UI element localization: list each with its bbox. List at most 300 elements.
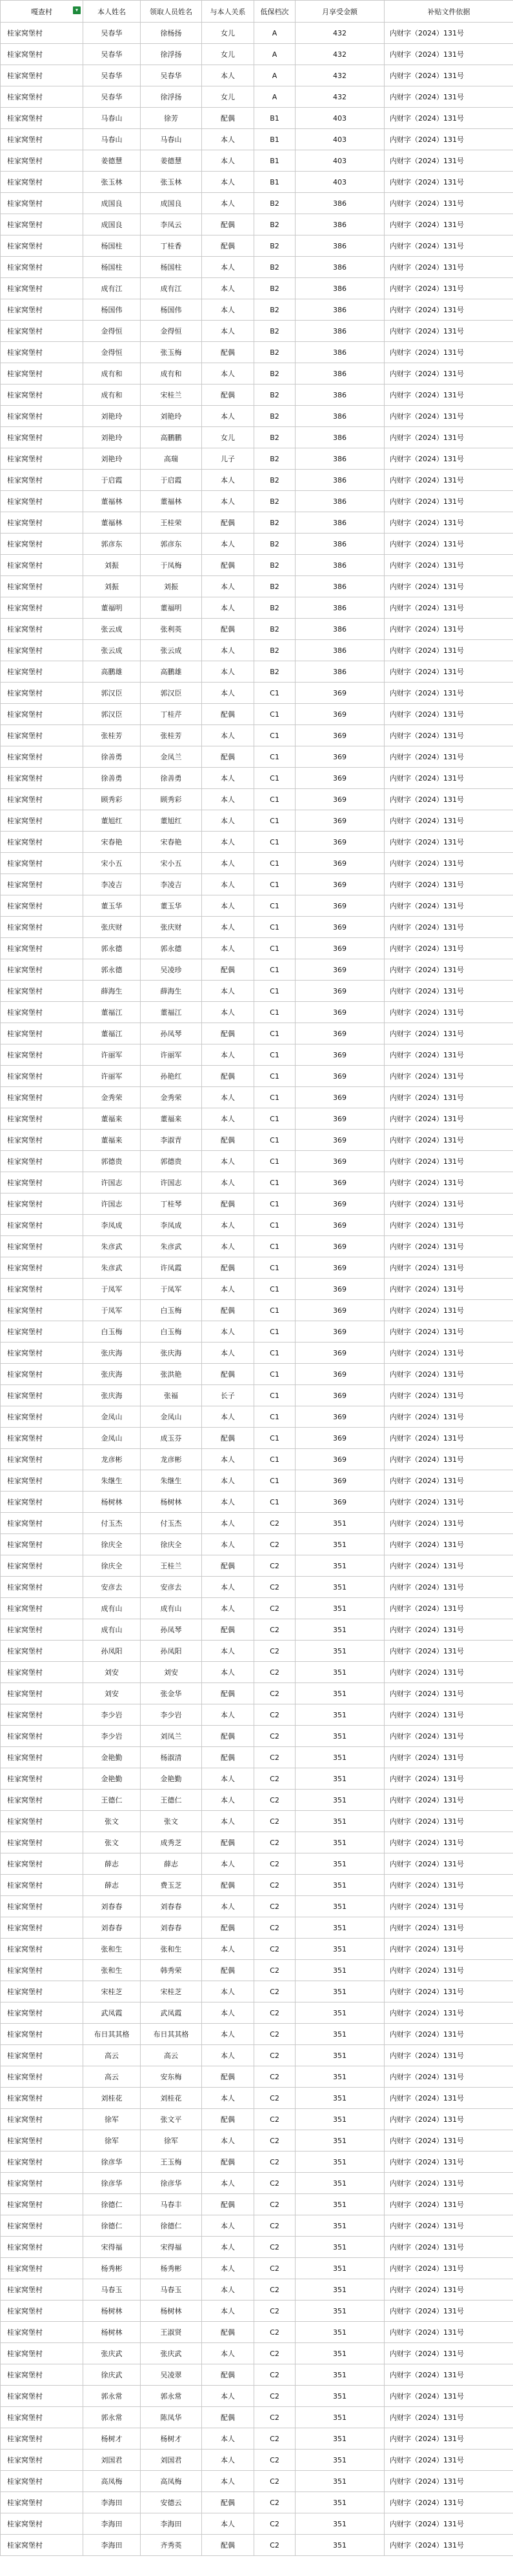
level-cell[interactable]: A (254, 65, 296, 86)
amount-cell[interactable]: 351 (296, 1790, 385, 1811)
relation-cell[interactable]: 本人 (202, 1768, 254, 1790)
level-cell[interactable]: C2 (254, 2364, 296, 2386)
village-cell[interactable]: 桂家窝堡村 (1, 1130, 83, 1151)
village-cell[interactable]: 桂家窝堡村 (1, 789, 83, 810)
level-cell[interactable]: C1 (254, 1130, 296, 1151)
document-cell[interactable]: 内财字（2024）131号 (385, 512, 513, 534)
relation-cell[interactable]: 本人 (202, 874, 254, 895)
level-cell[interactable]: C1 (254, 1172, 296, 1193)
recipient-name-cell[interactable]: 宋桂芝 (141, 1981, 202, 2002)
amount-cell[interactable]: 369 (296, 1002, 385, 1023)
document-cell[interactable]: 内财字（2024）131号 (385, 619, 513, 640)
village-cell[interactable]: 桂家窝堡村 (1, 1811, 83, 1832)
amount-cell[interactable]: 432 (296, 86, 385, 108)
village-cell[interactable]: 桂家窝堡村 (1, 768, 83, 789)
amount-cell[interactable]: 386 (296, 640, 385, 661)
amount-cell[interactable]: 351 (296, 1683, 385, 1704)
recipient-name-cell[interactable]: 韩秀荣 (141, 1960, 202, 1981)
document-cell[interactable]: 内财字（2024）131号 (385, 44, 513, 65)
recipient-name-cell[interactable]: 郭彦东 (141, 534, 202, 555)
document-cell[interactable]: 内财字（2024）131号 (385, 65, 513, 86)
village-cell[interactable]: 桂家窝堡村 (1, 1343, 83, 1364)
amount-cell[interactable]: 369 (296, 1364, 385, 1385)
amount-cell[interactable]: 351 (296, 1811, 385, 1832)
village-cell[interactable]: 桂家窝堡村 (1, 129, 83, 150)
recipient-name-cell[interactable]: 张玉林 (141, 172, 202, 193)
relation-cell[interactable]: 配偶 (202, 1832, 254, 1853)
level-cell[interactable]: B2 (254, 278, 296, 299)
document-cell[interactable]: 内财字（2024）131号 (385, 2386, 513, 2407)
recipient-name-cell[interactable]: 徐浮扬 (141, 86, 202, 108)
level-cell[interactable]: B2 (254, 640, 296, 661)
person-name-cell[interactable]: 马春玉 (83, 2279, 141, 2301)
document-cell[interactable]: 内财字（2024）131号 (385, 214, 513, 235)
person-name-cell[interactable]: 张庆海 (83, 1385, 141, 1406)
relation-cell[interactable]: 本人 (202, 1343, 254, 1364)
person-name-cell[interactable]: 于凤军 (83, 1300, 141, 1321)
level-cell[interactable]: C1 (254, 1385, 296, 1406)
document-cell[interactable]: 内财字（2024）131号 (385, 981, 513, 1002)
person-name-cell[interactable]: 刘振 (83, 576, 141, 597)
person-name-cell[interactable]: 张和生 (83, 1939, 141, 1960)
person-name-cell[interactable]: 徐彦华 (83, 2152, 141, 2173)
level-cell[interactable]: C2 (254, 1662, 296, 1683)
recipient-name-cell[interactable]: 杨树才 (141, 2428, 202, 2450)
level-cell[interactable]: B2 (254, 406, 296, 427)
amount-cell[interactable]: 369 (296, 895, 385, 917)
relation-cell[interactable]: 本人 (202, 2237, 254, 2258)
relation-cell[interactable]: 本人 (202, 1406, 254, 1428)
document-cell[interactable]: 内财字（2024）131号 (385, 2173, 513, 2194)
amount-cell[interactable]: 351 (296, 2130, 385, 2152)
relation-cell[interactable]: 本人 (202, 1108, 254, 1130)
level-cell[interactable]: C1 (254, 1406, 296, 1428)
village-cell[interactable]: 桂家窝堡村 (1, 65, 83, 86)
recipient-name-cell[interactable]: 于凤军 (141, 1279, 202, 1300)
person-name-cell[interactable]: 吴春华 (83, 86, 141, 108)
relation-cell[interactable]: 本人 (202, 491, 254, 512)
document-cell[interactable]: 内财字（2024）131号 (385, 108, 513, 129)
person-name-cell[interactable]: 薛海生 (83, 981, 141, 1002)
document-cell[interactable]: 内财字（2024）131号 (385, 1385, 513, 1406)
relation-cell[interactable]: 配偶 (202, 1300, 254, 1321)
relation-cell[interactable]: 配偶 (202, 1726, 254, 1747)
village-cell[interactable]: 桂家窝堡村 (1, 2471, 83, 2492)
amount-cell[interactable]: 351 (296, 1917, 385, 1939)
village-cell[interactable]: 桂家窝堡村 (1, 1151, 83, 1172)
relation-cell[interactable]: 本人 (202, 640, 254, 661)
village-cell[interactable]: 桂家窝堡村 (1, 576, 83, 597)
level-cell[interactable]: A (254, 23, 296, 44)
village-cell[interactable]: 桂家窝堡村 (1, 1066, 83, 1087)
person-name-cell[interactable]: 高鹏雄 (83, 661, 141, 683)
amount-cell[interactable]: 369 (296, 1215, 385, 1236)
person-name-cell[interactable]: 董旭红 (83, 810, 141, 832)
person-name-cell[interactable]: 成有和 (83, 363, 141, 384)
person-name-cell[interactable]: 徐善勇 (83, 768, 141, 789)
document-cell[interactable]: 内财字（2024）131号 (385, 1960, 513, 1981)
relation-cell[interactable]: 本人 (202, 406, 254, 427)
amount-cell[interactable]: 351 (296, 2322, 385, 2343)
person-name-cell[interactable]: 姜德慧 (83, 150, 141, 172)
relation-cell[interactable]: 配偶 (202, 2194, 254, 2215)
amount-cell[interactable]: 351 (296, 2471, 385, 2492)
level-cell[interactable]: C2 (254, 1619, 296, 1641)
document-cell[interactable]: 内财字（2024）131号 (385, 1577, 513, 1598)
document-cell[interactable]: 内财字（2024）131号 (385, 2194, 513, 2215)
document-cell[interactable]: 内财字（2024）131号 (385, 2513, 513, 2535)
relation-cell[interactable]: 本人 (202, 2024, 254, 2045)
person-name-cell[interactable]: 布日其其格 (83, 2024, 141, 2045)
document-cell[interactable]: 内财字（2024）131号 (385, 2130, 513, 2152)
filter-dropdown-icon[interactable]: ▾ (73, 6, 81, 14)
level-cell[interactable]: C1 (254, 725, 296, 746)
person-name-cell[interactable]: 董福来 (83, 1108, 141, 1130)
amount-cell[interactable]: 351 (296, 2215, 385, 2237)
document-cell[interactable]: 内财字（2024）131号 (385, 193, 513, 214)
person-name-cell[interactable]: 宋桂芝 (83, 1981, 141, 2002)
person-name-cell[interactable]: 杨秀彬 (83, 2258, 141, 2279)
amount-cell[interactable]: 351 (296, 1641, 385, 1662)
person-name-cell[interactable]: 吴春华 (83, 44, 141, 65)
document-cell[interactable]: 内财字（2024）131号 (385, 321, 513, 342)
relation-cell[interactable]: 配偶 (202, 214, 254, 235)
level-cell[interactable]: C1 (254, 832, 296, 853)
person-name-cell[interactable]: 郭永常 (83, 2407, 141, 2428)
recipient-name-cell[interactable]: 陈凤华 (141, 2407, 202, 2428)
recipient-name-cell[interactable]: 吴凌翠 (141, 2364, 202, 2386)
amount-cell[interactable]: 369 (296, 1108, 385, 1130)
village-cell[interactable]: 桂家窝堡村 (1, 2513, 83, 2535)
recipient-name-cell[interactable]: 徐军 (141, 2130, 202, 2152)
amount-cell[interactable]: 351 (296, 1577, 385, 1598)
amount-cell[interactable]: 351 (296, 2364, 385, 2386)
recipient-name-cell[interactable]: 张金华 (141, 1683, 202, 1704)
village-cell[interactable]: 桂家窝堡村 (1, 2258, 83, 2279)
person-name-cell[interactable]: 张桂芳 (83, 725, 141, 746)
person-name-cell[interactable]: 白玉梅 (83, 1321, 141, 1343)
level-cell[interactable]: C2 (254, 2535, 296, 2556)
document-cell[interactable]: 内财字（2024）131号 (385, 1747, 513, 1768)
amount-cell[interactable]: 386 (296, 576, 385, 597)
person-name-cell[interactable]: 张文 (83, 1811, 141, 1832)
level-cell[interactable]: C2 (254, 2194, 296, 2215)
person-name-cell[interactable]: 金得恒 (83, 321, 141, 342)
village-cell[interactable]: 桂家窝堡村 (1, 1832, 83, 1853)
document-cell[interactable]: 内财字（2024）131号 (385, 534, 513, 555)
amount-cell[interactable]: 351 (296, 1832, 385, 1853)
level-cell[interactable]: C2 (254, 1555, 296, 1577)
level-cell[interactable]: B2 (254, 534, 296, 555)
relation-cell[interactable]: 配偶 (202, 1193, 254, 1215)
recipient-name-cell[interactable]: 王淑贤 (141, 2322, 202, 2343)
recipient-name-cell[interactable]: 薛志 (141, 1853, 202, 1875)
person-name-cell[interactable]: 刘安 (83, 1662, 141, 1683)
recipient-name-cell[interactable]: 成玉芬 (141, 1428, 202, 1449)
village-cell[interactable]: 桂家窝堡村 (1, 1619, 83, 1641)
relation-cell[interactable]: 本人 (202, 1321, 254, 1343)
person-name-cell[interactable]: 刘春春 (83, 1896, 141, 1917)
person-name-cell[interactable]: 张庆财 (83, 917, 141, 938)
level-cell[interactable]: B2 (254, 299, 296, 321)
person-name-cell[interactable]: 刘桂花 (83, 2088, 141, 2109)
recipient-name-cell[interactable]: 金秀荣 (141, 1087, 202, 1108)
level-cell[interactable]: C2 (254, 1981, 296, 2002)
amount-cell[interactable]: 369 (296, 1321, 385, 1343)
village-cell[interactable]: 桂家窝堡村 (1, 981, 83, 1002)
village-cell[interactable]: 桂家窝堡村 (1, 299, 83, 321)
relation-cell[interactable]: 本人 (202, 2428, 254, 2450)
header-recipient-name[interactable]: 领取人员姓名 (141, 1, 202, 23)
level-cell[interactable]: C2 (254, 1832, 296, 1853)
person-name-cell[interactable]: 董福林 (83, 512, 141, 534)
village-cell[interactable]: 桂家窝堡村 (1, 23, 83, 44)
amount-cell[interactable]: 386 (296, 321, 385, 342)
recipient-name-cell[interactable]: 白玉梅 (141, 1300, 202, 1321)
relation-cell[interactable]: 本人 (202, 299, 254, 321)
amount-cell[interactable]: 351 (296, 2492, 385, 2513)
person-name-cell[interactable]: 成有江 (83, 278, 141, 299)
relation-cell[interactable]: 本人 (202, 1662, 254, 1683)
recipient-name-cell[interactable]: 金艳勤 (141, 1768, 202, 1790)
village-cell[interactable]: 桂家窝堡村 (1, 235, 83, 257)
village-cell[interactable]: 桂家窝堡村 (1, 1257, 83, 1279)
recipient-name-cell[interactable]: 于启霞 (141, 470, 202, 491)
person-name-cell[interactable]: 金艳勤 (83, 1768, 141, 1790)
village-cell[interactable]: 桂家窝堡村 (1, 746, 83, 768)
village-cell[interactable]: 桂家窝堡村 (1, 1002, 83, 1023)
person-name-cell[interactable]: 吴春华 (83, 65, 141, 86)
document-cell[interactable]: 内财字（2024）131号 (385, 2301, 513, 2322)
level-cell[interactable]: C1 (254, 1108, 296, 1130)
recipient-name-cell[interactable]: 李凤成 (141, 1215, 202, 1236)
amount-cell[interactable]: 351 (296, 2088, 385, 2109)
relation-cell[interactable]: 本人 (202, 683, 254, 704)
amount-cell[interactable]: 351 (296, 1598, 385, 1619)
person-name-cell[interactable]: 朱彦武 (83, 1257, 141, 1279)
village-cell[interactable]: 桂家窝堡村 (1, 2215, 83, 2237)
amount-cell[interactable]: 351 (296, 1534, 385, 1555)
level-cell[interactable]: B1 (254, 150, 296, 172)
document-cell[interactable]: 内财字（2024）131号 (385, 1343, 513, 1364)
document-cell[interactable]: 内财字（2024）131号 (385, 874, 513, 895)
recipient-name-cell[interactable]: 杨国伟 (141, 299, 202, 321)
document-cell[interactable]: 内财字（2024）131号 (385, 470, 513, 491)
village-cell[interactable]: 桂家窝堡村 (1, 44, 83, 65)
level-cell[interactable]: C1 (254, 1066, 296, 1087)
village-cell[interactable]: 桂家窝堡村 (1, 384, 83, 406)
relation-cell[interactable]: 配偶 (202, 1257, 254, 1279)
relation-cell[interactable]: 本人 (202, 257, 254, 278)
person-name-cell[interactable]: 董福江 (83, 1002, 141, 1023)
village-cell[interactable]: 桂家窝堡村 (1, 86, 83, 108)
document-cell[interactable]: 内财字（2024）131号 (385, 853, 513, 874)
person-name-cell[interactable]: 刘国君 (83, 2450, 141, 2471)
amount-cell[interactable]: 369 (296, 1130, 385, 1151)
level-cell[interactable]: C1 (254, 1470, 296, 1492)
amount-cell[interactable]: 386 (296, 235, 385, 257)
header-monthly-amount[interactable]: 月享受金额 (296, 1, 385, 23)
amount-cell[interactable]: 351 (296, 2152, 385, 2173)
recipient-name-cell[interactable]: 武凤霞 (141, 2002, 202, 2024)
header-person-name[interactable]: 本人姓名 (83, 1, 141, 23)
recipient-name-cell[interactable]: 顾秀彩 (141, 789, 202, 810)
amount-cell[interactable]: 386 (296, 470, 385, 491)
document-cell[interactable]: 内财字（2024）131号 (385, 1087, 513, 1108)
relation-cell[interactable]: 配偶 (202, 342, 254, 363)
level-cell[interactable]: B2 (254, 491, 296, 512)
relation-cell[interactable]: 本人 (202, 534, 254, 555)
relation-cell[interactable]: 配偶 (202, 1023, 254, 1044)
person-name-cell[interactable]: 成有山 (83, 1598, 141, 1619)
document-cell[interactable]: 内财字（2024）131号 (385, 2002, 513, 2024)
recipient-name-cell[interactable]: 张利英 (141, 619, 202, 640)
document-cell[interactable]: 内财字（2024）131号 (385, 235, 513, 257)
level-cell[interactable]: C2 (254, 2343, 296, 2364)
village-cell[interactable]: 桂家窝堡村 (1, 512, 83, 534)
amount-cell[interactable]: 369 (296, 1087, 385, 1108)
document-cell[interactable]: 内财字（2024）131号 (385, 2428, 513, 2450)
level-cell[interactable]: B2 (254, 363, 296, 384)
village-cell[interactable]: 桂家窝堡村 (1, 1449, 83, 1470)
level-cell[interactable]: C2 (254, 2002, 296, 2024)
person-name-cell[interactable]: 张庆海 (83, 1343, 141, 1364)
village-cell[interactable]: 桂家窝堡村 (1, 1364, 83, 1385)
person-name-cell[interactable]: 杨树林 (83, 1492, 141, 1513)
relation-cell[interactable]: 本人 (202, 150, 254, 172)
relation-cell[interactable]: 配偶 (202, 619, 254, 640)
level-cell[interactable]: C2 (254, 2215, 296, 2237)
relation-cell[interactable]: 本人 (202, 2450, 254, 2471)
recipient-name-cell[interactable]: 杨国柱 (141, 257, 202, 278)
relation-cell[interactable]: 配偶 (202, 1619, 254, 1641)
recipient-name-cell[interactable]: 白玉梅 (141, 1321, 202, 1343)
amount-cell[interactable]: 386 (296, 384, 385, 406)
relation-cell[interactable]: 配偶 (202, 2492, 254, 2513)
person-name-cell[interactable]: 李海田 (83, 2535, 141, 2556)
document-cell[interactable]: 内财字（2024）131号 (385, 2450, 513, 2471)
recipient-name-cell[interactable]: 徐杨扬 (141, 23, 202, 44)
recipient-name-cell[interactable]: 于凤梅 (141, 555, 202, 576)
level-cell[interactable]: C1 (254, 895, 296, 917)
person-name-cell[interactable]: 成有山 (83, 1619, 141, 1641)
village-cell[interactable]: 桂家窝堡村 (1, 1981, 83, 2002)
person-name-cell[interactable]: 杨国柱 (83, 235, 141, 257)
amount-cell[interactable]: 351 (296, 1981, 385, 2002)
level-cell[interactable]: C1 (254, 1492, 296, 1513)
relation-cell[interactable]: 本人 (202, 917, 254, 938)
document-cell[interactable]: 内财字（2024）131号 (385, 1470, 513, 1492)
amount-cell[interactable]: 351 (296, 2194, 385, 2215)
village-cell[interactable]: 桂家窝堡村 (1, 853, 83, 874)
person-name-cell[interactable]: 金得恒 (83, 342, 141, 363)
relation-cell[interactable]: 本人 (202, 2173, 254, 2194)
recipient-name-cell[interactable]: 吴春华 (141, 65, 202, 86)
level-cell[interactable]: B2 (254, 448, 296, 470)
village-cell[interactable]: 桂家窝堡村 (1, 1193, 83, 1215)
amount-cell[interactable]: 369 (296, 874, 385, 895)
document-cell[interactable]: 内财字（2024）131号 (385, 2492, 513, 2513)
recipient-name-cell[interactable]: 李少岩 (141, 1704, 202, 1726)
level-cell[interactable]: C2 (254, 2386, 296, 2407)
relation-cell[interactable]: 本人 (202, 2471, 254, 2492)
relation-cell[interactable]: 本人 (202, 172, 254, 193)
village-cell[interactable]: 桂家窝堡村 (1, 2343, 83, 2364)
recipient-name-cell[interactable]: 吴凌珍 (141, 959, 202, 981)
recipient-name-cell[interactable]: 金凤兰 (141, 746, 202, 768)
document-cell[interactable]: 内财字（2024）131号 (385, 1492, 513, 1513)
level-cell[interactable]: C2 (254, 1768, 296, 1790)
level-cell[interactable]: B2 (254, 512, 296, 534)
document-cell[interactable]: 内财字（2024）131号 (385, 2066, 513, 2088)
amount-cell[interactable]: 369 (296, 725, 385, 746)
relation-cell[interactable]: 本人 (202, 129, 254, 150)
person-name-cell[interactable]: 刘艳玲 (83, 406, 141, 427)
document-cell[interactable]: 内财字（2024）131号 (385, 278, 513, 299)
village-cell[interactable]: 桂家窝堡村 (1, 278, 83, 299)
level-cell[interactable]: C2 (254, 1875, 296, 1896)
recipient-name-cell[interactable]: 金得恒 (141, 321, 202, 342)
recipient-name-cell[interactable]: 马春玉 (141, 2279, 202, 2301)
amount-cell[interactable]: 432 (296, 65, 385, 86)
person-name-cell[interactable]: 金凤山 (83, 1406, 141, 1428)
amount-cell[interactable]: 386 (296, 427, 385, 448)
amount-cell[interactable]: 403 (296, 129, 385, 150)
village-cell[interactable]: 桂家窝堡村 (1, 427, 83, 448)
level-cell[interactable]: B1 (254, 108, 296, 129)
recipient-name-cell[interactable]: 孙凤阳 (141, 1641, 202, 1662)
person-name-cell[interactable]: 宋春艳 (83, 832, 141, 853)
village-cell[interactable]: 桂家窝堡村 (1, 1683, 83, 1704)
relation-cell[interactable]: 配偶 (202, 704, 254, 725)
relation-cell[interactable]: 配偶 (202, 746, 254, 768)
village-cell[interactable]: 桂家窝堡村 (1, 619, 83, 640)
recipient-name-cell[interactable]: 王德仁 (141, 1790, 202, 1811)
level-cell[interactable]: C1 (254, 1023, 296, 1044)
person-name-cell[interactable]: 杨树才 (83, 2428, 141, 2450)
relation-cell[interactable]: 本人 (202, 1236, 254, 1257)
document-cell[interactable]: 内财字（2024）131号 (385, 129, 513, 150)
person-name-cell[interactable]: 刘安 (83, 1683, 141, 1704)
village-cell[interactable]: 桂家窝堡村 (1, 1087, 83, 1108)
amount-cell[interactable]: 369 (296, 810, 385, 832)
relation-cell[interactable]: 配偶 (202, 2364, 254, 2386)
amount-cell[interactable]: 369 (296, 1236, 385, 1257)
person-name-cell[interactable]: 高凤梅 (83, 2471, 141, 2492)
village-cell[interactable]: 桂家窝堡村 (1, 555, 83, 576)
document-cell[interactable]: 内财字（2024）131号 (385, 2215, 513, 2237)
recipient-name-cell[interactable]: 张玉梅 (141, 342, 202, 363)
level-cell[interactable]: C2 (254, 2045, 296, 2066)
relation-cell[interactable]: 本人 (202, 1470, 254, 1492)
amount-cell[interactable]: 386 (296, 299, 385, 321)
recipient-name-cell[interactable]: 张庆海 (141, 1343, 202, 1364)
recipient-name-cell[interactable]: 李凌吉 (141, 874, 202, 895)
person-name-cell[interactable]: 朱继生 (83, 1470, 141, 1492)
person-name-cell[interactable]: 金秀荣 (83, 1087, 141, 1108)
document-cell[interactable]: 内财字（2024）131号 (385, 1555, 513, 1577)
level-cell[interactable]: B1 (254, 129, 296, 150)
relation-cell[interactable]: 本人 (202, 1279, 254, 1300)
relation-cell[interactable]: 本人 (202, 789, 254, 810)
recipient-name-cell[interactable]: 付玉杰 (141, 1513, 202, 1534)
level-cell[interactable]: C2 (254, 1917, 296, 1939)
relation-cell[interactable]: 本人 (202, 1896, 254, 1917)
recipient-name-cell[interactable]: 许凤霞 (141, 1257, 202, 1279)
village-cell[interactable]: 桂家窝堡村 (1, 1172, 83, 1193)
village-cell[interactable]: 桂家窝堡村 (1, 1790, 83, 1811)
relation-cell[interactable]: 本人 (202, 470, 254, 491)
